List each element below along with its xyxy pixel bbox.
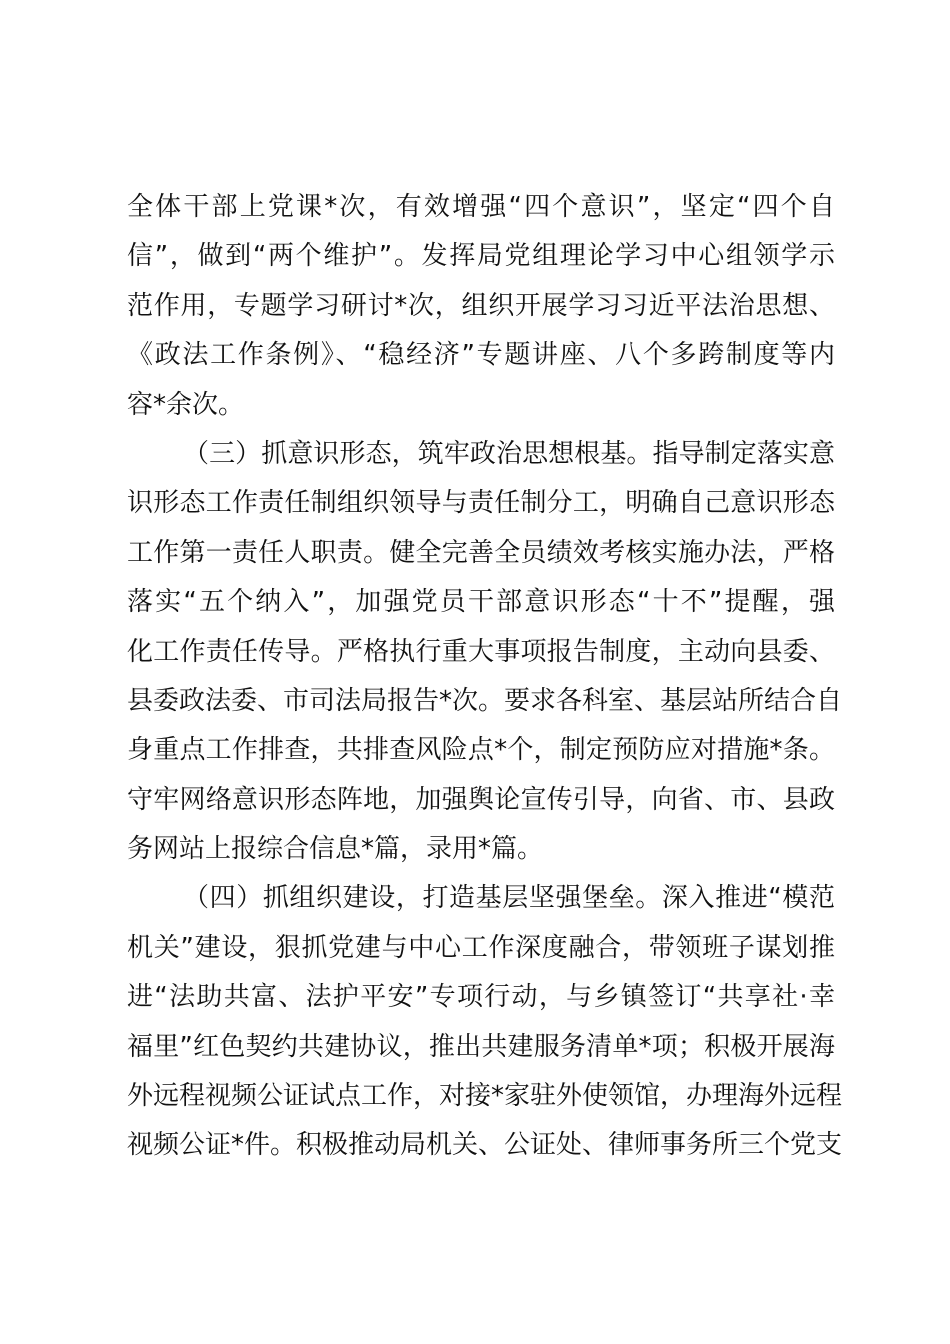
- text-line: 范作用，专题学习研讨*次，组织开展学习习近平法治思想、: [127, 290, 835, 321]
- text-line: 县委政法委、市司法局报告*次。要求各科室、基层站所结合自: [127, 685, 843, 716]
- text-line: 守牢网络意识形态阵地，加强舆论宣传引导，向省、市、县政: [127, 784, 835, 815]
- text-line: 《政法工作条例》、“稳经济”专题讲座、八个多跨制度等内: [127, 340, 835, 371]
- text-line: 落实“五个纳入”，加强党员干部意识形态“十不”提醒，强: [127, 587, 835, 618]
- text-line: 信”，做到“两个维护”。发挥局党组理论学习中心组领学示: [127, 241, 835, 272]
- text-line: 进“法助共富、法护平安”专项行动，与乡镇签订“共享社·幸: [127, 982, 835, 1013]
- document-body: [127, 183, 843, 1171]
- text-line: 机关”建设，狠抓党建与中心工作深度融合，带领班子谋划推: [127, 932, 835, 963]
- text-line: 全体干部上党课*次，有效增强“四个意识”，坚定“四个自: [127, 192, 835, 222]
- text-line: 识形态工作责任制组织领导与责任制分工，明确自己意识形态: [127, 488, 835, 519]
- text-line: 身重点工作排查，共排查风险点*个，制定预防应对措施*条。: [127, 735, 835, 766]
- text-line: 务网站上报综合信息*篇，录用*篇。: [127, 834, 544, 865]
- text-line: 容*余次。: [127, 389, 245, 420]
- text-line: 化工作责任传导。严格执行重大事项报告制度，主动向县委、: [127, 636, 835, 667]
- section-heading-line: （三）抓意识形态，筑牢政治思想根基。指导制定落实意: [183, 438, 835, 469]
- text-line: 工作第一责任人职责。健全完善全员绩效考核实施办法，严格: [127, 537, 835, 568]
- section-heading-line: （四）抓组织建设，打造基层坚强堡垒。深入推进“模范: [183, 883, 835, 914]
- text-line: 外远程视频公证试点工作，对接*家驻外使领馆，办理海外远程: [127, 1081, 843, 1112]
- text-line: 福里”红色契约共建协议，推出共建服务清单*项；积极开展海: [127, 1031, 835, 1062]
- text-line: 视频公证*件。积极推动局机关、公证处、律师事务所三个党支: [127, 1130, 843, 1161]
